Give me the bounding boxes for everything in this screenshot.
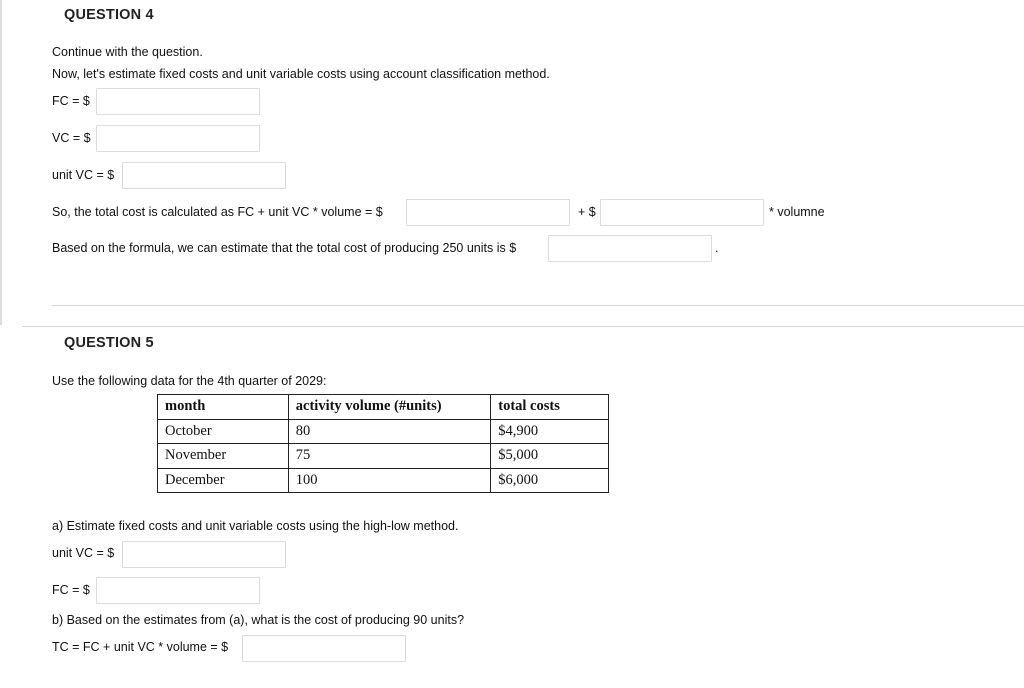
table-header-activity-volume: activity volume (#units) <box>288 395 490 420</box>
q4-total-unit-vc-input[interactable] <box>600 199 764 226</box>
q5-unit-vc-input[interactable] <box>122 541 286 568</box>
q4-volume-label: * volumne <box>769 205 825 219</box>
table-row <box>158 419 609 444</box>
q4-unit-vc-input[interactable] <box>122 162 286 189</box>
q4-total-250-input[interactable] <box>548 235 712 262</box>
q4-fc-label: FC = $ <box>52 94 90 108</box>
table-cell-volume: 80 <box>288 419 490 444</box>
table-header-month: month <box>158 395 289 420</box>
q4-vc-input[interactable] <box>96 125 260 152</box>
table-cell-cost: $5,000 <box>491 444 609 469</box>
q4-inner-divider <box>52 305 1024 306</box>
q4-vc-label: VC = $ <box>52 131 91 145</box>
table-header-total-costs: total costs <box>491 395 609 420</box>
table-cell-cost: $4,900 <box>491 419 609 444</box>
q4-plus-label: + $ <box>578 205 596 219</box>
table-cell-volume: 100 <box>288 468 490 493</box>
q4-period: . <box>715 241 719 255</box>
left-border <box>0 0 2 325</box>
table-cell-month: December <box>158 468 289 493</box>
q5-intro: Use the following data for the 4th quarter of 2029: <box>52 374 327 388</box>
q5-unit-vc-label: unit VC = $ <box>52 546 115 560</box>
q5-tc-input[interactable] <box>242 635 406 662</box>
table-cell-month: October <box>158 419 289 444</box>
table-cell-cost: $6,000 <box>491 468 609 493</box>
q5-fc-label: FC = $ <box>52 583 90 597</box>
q5-fc-input[interactable] <box>96 577 260 604</box>
table-row <box>158 468 609 493</box>
table-row <box>158 444 609 469</box>
q4-unit-vc-label: unit VC = $ <box>52 168 115 182</box>
q4-fc-input[interactable] <box>96 88 260 115</box>
q5-tc-label: TC = FC + unit VC * volume = $ <box>52 640 229 654</box>
q5-part-a: a) Estimate fixed costs and unit variable costs using the high-low method. <box>52 519 459 533</box>
question-separator <box>22 326 1024 327</box>
q4-intro-line-1: Continue with the question. <box>52 45 203 59</box>
q5-part-b: b) Based on the estimates from (a), what is the cost of producing 90 units? <box>52 613 465 627</box>
q4-intro-line-2: Now, let's estimate fixed costs and unit variable costs using account classification method. <box>52 67 550 81</box>
q5-data-table <box>157 394 609 493</box>
q4-estimate-label: Based on the formula, we can estimate that the total cost of producing 250 units is $ <box>52 241 517 255</box>
q4-total-fc-input[interactable] <box>406 199 570 226</box>
question-5-heading: QUESTION 5 <box>64 335 154 351</box>
q4-total-cost-label: So, the total cost is calculated as FC + unit VC * volume = $ <box>52 205 383 219</box>
table-cell-volume: 75 <box>288 444 490 469</box>
question-4-heading: QUESTION 4 <box>64 7 154 23</box>
table-cell-month: November <box>158 444 289 469</box>
table-header-row <box>158 395 609 420</box>
